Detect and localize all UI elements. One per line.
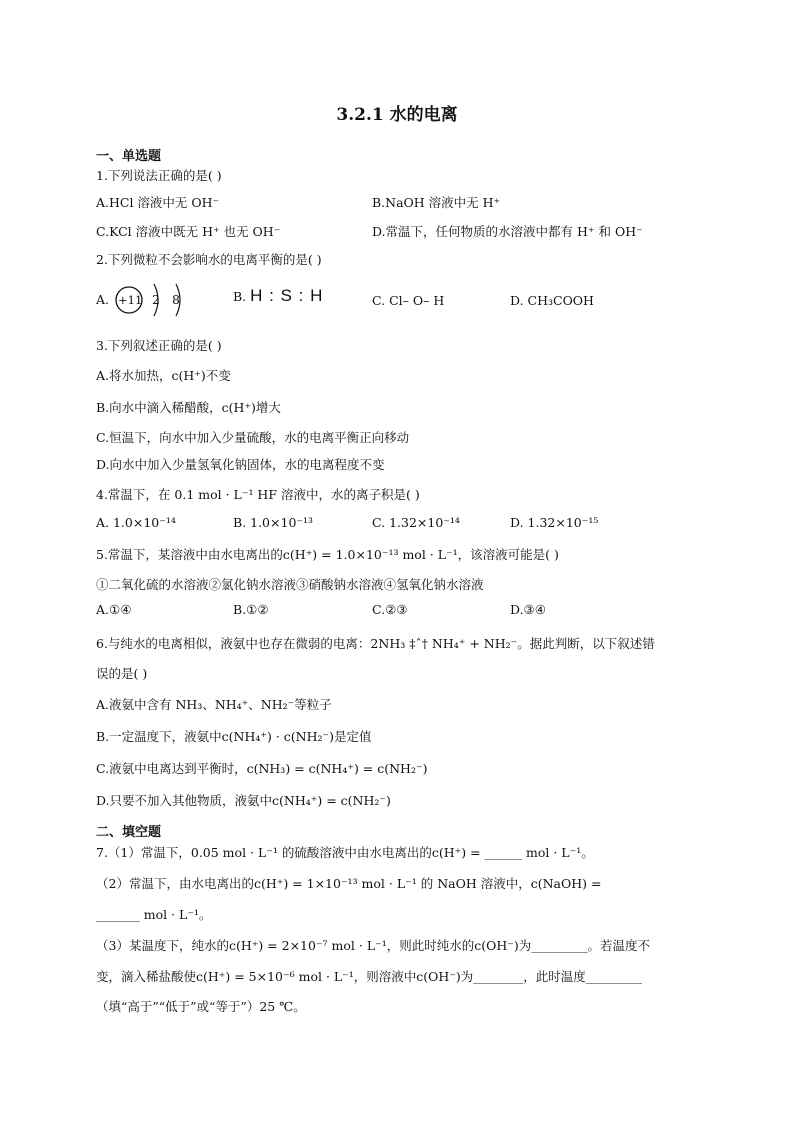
question-7-part-2-line-1: （2）常温下，由水电离出的c(H⁺) = 1×10⁻¹³ mol · L⁻¹ 的 NaOH 溶液中，c(NaOH) = — [96, 876, 602, 891]
hydrogen-sulfide-formula: H : S : H — [250, 286, 324, 305]
question-6-option-b: B.一定温度下，液氨中c(NH₄⁺) · c(NH₂⁻)是定值 — [96, 729, 372, 744]
question-3-option-d: D.向水中加入少量氢氧化钠固体，水的电离程度不变 — [96, 457, 385, 472]
question-4-option-a: A. 1.0×10⁻¹⁴ — [96, 515, 176, 530]
question-2-stem: 2.下列微粒不会影响水的电离平衡的是( ) — [96, 252, 322, 267]
shell-2-electrons: 8 — [172, 292, 180, 307]
question-4-option-d: D. 1.32×10⁻¹⁵ — [510, 515, 599, 530]
question-5-stem: 5.常温下，某溶液中由水电离出的c(H⁺) = 1.0×10⁻¹³ mol · L⁻¹，该溶液可能是( ) — [96, 547, 559, 562]
question-1-option-a: A.HCl 溶液中无 OH⁻ — [96, 195, 220, 210]
question-2-option-b-label: B. — [233, 289, 247, 304]
question-5-option-b: B.①② — [233, 602, 269, 617]
section-heading-fill-in: 二、填空题 — [96, 825, 162, 840]
question-7-part-1: 7.（1）常温下，0.05 mol · L⁻¹ 的硫酸溶液中由水电离出的c(H⁺) = ______ mol · L⁻¹。 — [96, 845, 594, 860]
question-6-option-d: D.只要不加入其他物质，液氨中c(NH₄⁺) = c(NH₂⁻) — [96, 793, 391, 808]
question-4-stem: 4.常温下，在 0.1 mol · L⁻¹ HF 溶液中，水的离子积是( ) — [96, 487, 420, 502]
question-6-option-c: C.液氨中电离达到平衡时，c(NH₃) = c(NH₄⁺) = c(NH₂⁻) — [96, 761, 428, 776]
question-3-option-c: C.恒温下，向水中加入少量硫酸，水的电离平衡正向移动 — [96, 430, 410, 445]
question-7-part-3-line-2: 变，滴入稀盐酸使c(H⁺) = 5×10⁻⁶ mol · L⁻¹，则溶液中c(OH⁻)为________，此时温度_________ — [96, 969, 643, 984]
question-1-stem: 1.下列说法正确的是( ) — [96, 168, 222, 183]
page-title: 3.2.1 水的电离 — [336, 105, 458, 125]
question-7-part-3-line-1: （3）某温度下，纯水的c(H⁺) = 2×10⁻⁷ mol · L⁻¹，则此时纯水的c(OH⁻)为_________。若温度不 — [96, 938, 650, 953]
question-1-option-b: B.NaOH 溶液中无 H⁺ — [372, 195, 501, 210]
question-1-option-c: C.KCl 溶液中既无 H⁺ 也无 OH⁻ — [96, 224, 281, 239]
atom-diagram-icon — [96, 282, 236, 322]
nucleus-charge: +11 — [118, 293, 143, 307]
section-heading-single-choice: 一、单选题 — [96, 149, 162, 164]
question-2-option-d: D. CH₃COOH — [510, 293, 594, 308]
question-3-option-b: B.向水中滴入稀醋酸，c(H⁺)增大 — [96, 400, 281, 415]
question-3-stem: 3.下列叙述正确的是( ) — [96, 338, 222, 353]
question-5-option-a: A.①④ — [96, 602, 132, 617]
question-7-part-3-line-3: （填“高于”“低于”或“等于”）25 ℃。 — [96, 999, 306, 1014]
question-7-part-2-line-2: _______ mol · L⁻¹。 — [96, 907, 212, 922]
question-2-option-a-label: A. — [96, 292, 110, 307]
question-1-option-d: D.常温下，任何物质的水溶液中都有 H⁺ 和 OH⁻ — [372, 224, 643, 239]
shell-1-electrons: 2 — [152, 292, 160, 307]
question-5-solution-list: ①二氧化硫的水溶液②氯化钠水溶液③硝酸钠水溶液④氢氧化钠水溶液 — [96, 577, 484, 592]
question-2-option-b — [233, 286, 323, 306]
question-4-option-b: B. 1.0×10⁻¹³ — [233, 515, 314, 530]
question-6-stem-line-2: 误的是( ) — [96, 666, 148, 681]
question-6-stem-line-1: 6.与纯水的电离相似，液氨中也存在微弱的电离：2NH₃ ‡ˆ† NH₄⁺ + NH₂⁻。据此判断，以下叙述错 — [96, 636, 655, 651]
question-2-option-c: C. Cl– O– H — [372, 293, 445, 308]
question-3-option-a: A.将水加热，c(H⁺)不变 — [96, 368, 231, 383]
question-5-option-c: C.②③ — [372, 602, 408, 617]
question-4-option-c: C. 1.32×10⁻¹⁴ — [372, 515, 460, 530]
question-6-option-a: A.液氨中含有 NH₃、NH₄⁺、NH₂⁻等粒子 — [96, 697, 332, 712]
question-5-option-d: D.③④ — [510, 602, 546, 617]
sodium-ion-structure-diagram — [96, 282, 236, 322]
